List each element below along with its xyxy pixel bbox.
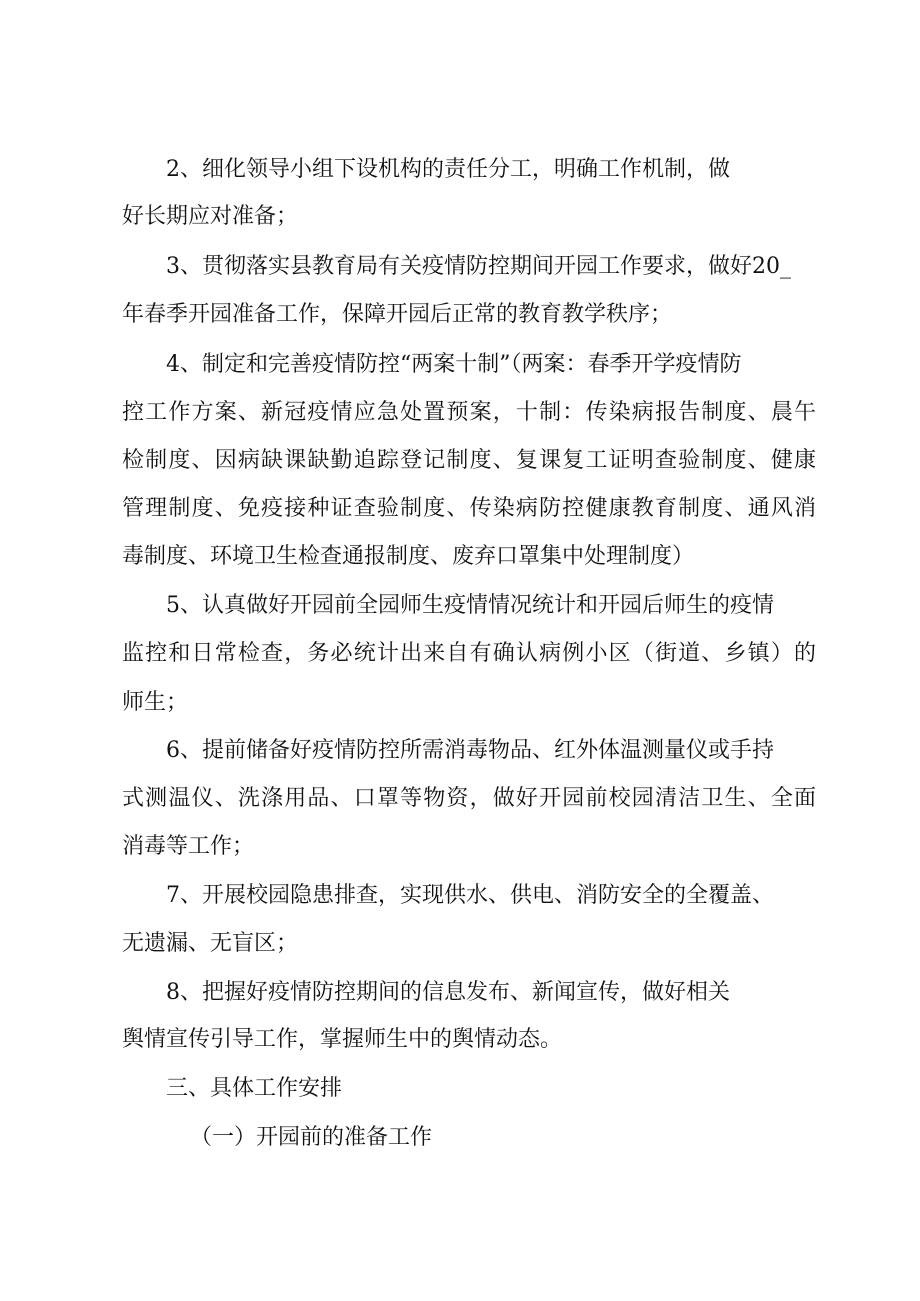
- text-line: 好长期应对准备；: [122, 204, 299, 229]
- text-line: 6、提前储备好疫情防控所需消毒物品、红外体温测量仪或手持: [166, 738, 774, 763]
- text-line: 8、把握好疫情防控期间的信息发布、新闻宣传，做好相关: [166, 980, 730, 1005]
- text-line: 7、开展校园隐患排查，实现供水、供电、消防安全的全覆盖、: [166, 883, 774, 908]
- text-line: 监控和日常检查，务必统计出来自有确认病例小区（街道、乡镇）的: [122, 641, 816, 666]
- text-line: 年春季开园准备工作，保障开园后正常的教育教学秩序；: [122, 302, 673, 327]
- text-line: 消毒等工作；: [122, 834, 255, 859]
- text-line: 毒制度、环境卫生检查通报制度、废弃口罩集中处理制度）: [122, 544, 695, 569]
- text-line: 舆情宣传引导工作，掌握师生中的舆情动态。: [122, 1027, 563, 1052]
- text-line: 式测温仪、洗涤用品、口罩等物资，做好开园前校园清洁卫生、全面: [122, 786, 816, 811]
- subsection-heading: （一）开园前的准备工作: [190, 1125, 433, 1150]
- text-line: 无遗漏、无盲区；: [122, 931, 299, 956]
- text-line: 控工作方案、新冠疫情应急处置预案，十制：传染病报告制度、晨午: [122, 400, 816, 425]
- text-line: 5、认真做好开园前全园师生疫情情况统计和开园后师生的疫情: [166, 593, 774, 618]
- text-line: 4、制定和完善疫情防控“两案十制”（两案：春季开学疫情防: [166, 352, 742, 377]
- text-line: 2、细化领导小组下设机构的责任分工，明确工作机制，做: [166, 157, 730, 182]
- section-heading: 三、具体工作安排: [166, 1076, 343, 1101]
- text-line: 3、贯彻落实县教育局有关疫情防控期间开园工作要求，做好20_: [166, 254, 791, 279]
- text-line: 管理制度、免疫接种证查验制度、传染病防控健康教育制度、通风消: [122, 496, 816, 521]
- text-line: 检制度、因病缺课缺勤追踪登记制度、复课复工证明查验制度、健康: [122, 448, 816, 473]
- text-line: 师生；: [122, 690, 189, 715]
